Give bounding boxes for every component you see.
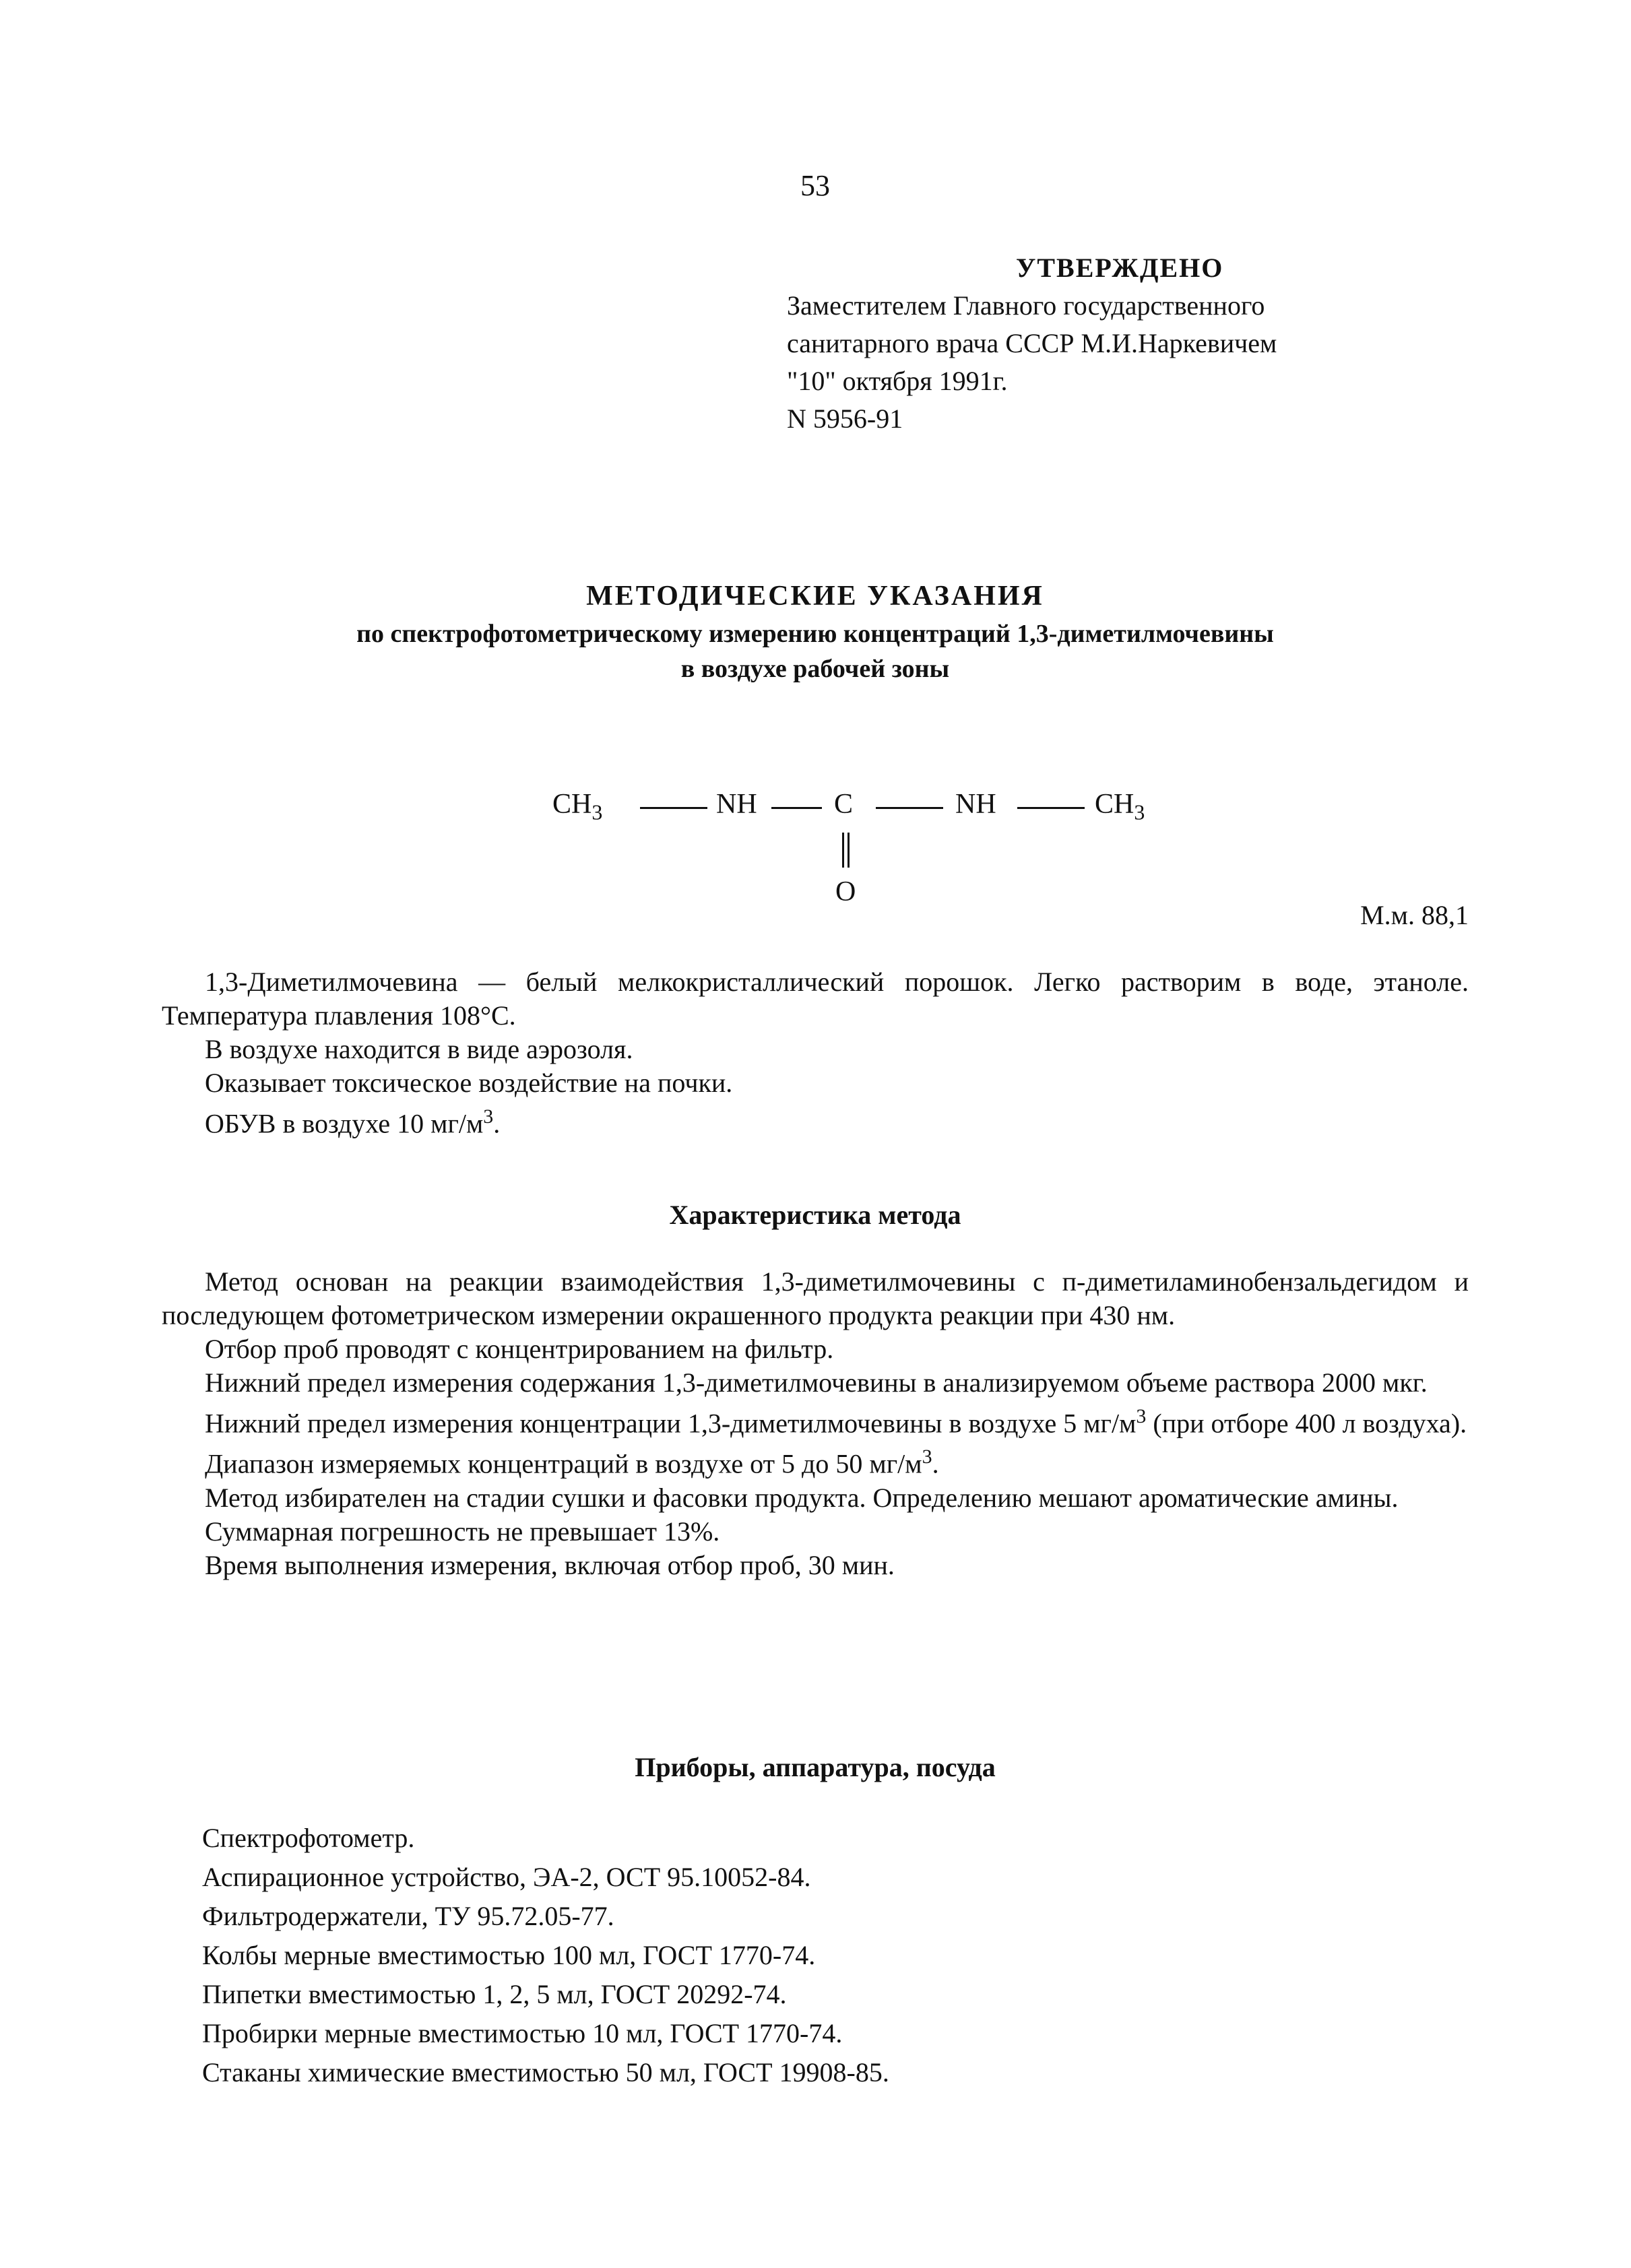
paragraph: Суммарная погрешность не превышает 13%.	[205, 1516, 720, 1547]
list-item: Колбы мерные вместимостью 100 мл, ГОСТ 1770-74.	[202, 1940, 816, 1970]
list-item: Пробирки мерные вместимостью 10 мл, ГОСТ 1770-74.	[202, 2018, 843, 2048]
approval-heading: УТВЕРЖДЕНО	[1016, 253, 1224, 283]
paragraph: Метод основан на реакции взаимодействия 1,3-диметилмочевины с п-диметиламинобензальдегидом и последующем фотометрическом измерении окрашенного продукта реакции при 430 нм.	[162, 1266, 1469, 1330]
method-description	[162, 1265, 1469, 1582]
formula-methyl-right: $CH_3$	[1095, 789, 1145, 824]
paragraph: Диапазон измеряемых концентраций в воздухе от 5 до 50 $мг/м^3$.	[205, 1446, 939, 1479]
list-item: Фильтродержатели, ТУ 95.72.05-77.	[202, 1901, 614, 1931]
paragraph: Нижний предел измерения содержания 1,3-диметилмочевины в анализируемом объеме раствора 2000 мкг.	[205, 1367, 1428, 1398]
paragraph: Нижний предел измерения концентрации 1,3-диметилмочевины в воздухе 5 $мг/м^3$ (при отборе 400 л воздуха).	[205, 1405, 1467, 1439]
title-main: МЕТОДИЧЕСКИЕ УКАЗАНИЯ	[586, 581, 1044, 612]
formula-oxygen: O	[835, 876, 856, 907]
approval-stamp	[787, 249, 1461, 438]
paragraph: Отбор проб проводят с концентрированием на фильтр.	[205, 1334, 834, 1364]
paragraph: Метод избирателен на стадии сушки и фасовки продукта. Определению мешают ароматические амины.	[205, 1482, 1399, 1513]
formula-double-bond	[848, 833, 850, 868]
formula-carbon: C	[834, 789, 854, 820]
paragraph: В воздухе находится в виде аэрозоля.	[205, 1034, 633, 1064]
approval-line: "10" октября 1991г.	[787, 366, 1008, 396]
formula-methyl-left: $CH_3$	[552, 789, 603, 824]
formula-bond	[876, 807, 943, 809]
formula-double-bond	[842, 833, 844, 868]
document-title	[135, 576, 1496, 686]
formula-bond	[1017, 807, 1085, 809]
paragraph: 1,3-Диметилмочевина — белый мелкокристаллический порошок. Легко растворим в воде, этаноле. Температура плавления 108°С.	[162, 967, 1469, 1031]
list-item: Спектрофотометр.	[202, 1823, 415, 1853]
paragraph: ОБУВ в воздухе 10 $мг/м^3$.	[205, 1105, 501, 1139]
list-item: Аспирационное устройство, ЭА-2, ОСТ 95.10052-84.	[202, 1862, 811, 1892]
formula-nh-left: NH	[716, 789, 757, 820]
page-number: 53	[800, 169, 830, 202]
approval-line: Заместителем Главного государственного	[787, 290, 1265, 321]
substance-description	[162, 965, 1469, 1140]
paragraph: Время выполнения измерения, включая отбор проб, 30 мин.	[205, 1549, 895, 1580]
paragraph: Оказывает токсическое воздействие на почки.	[205, 1068, 733, 1098]
list-item: Стаканы химические вместимостью 50 мл, ГОСТ 19908-85.	[202, 2057, 889, 2087]
equipment-list	[202, 1819, 1469, 2092]
molar-mass: М.м. 88,1	[1360, 900, 1469, 930]
approval-line: санитарного врача СССР М.И.Наркевичем	[787, 328, 1277, 358]
approval-line: N 5956-91	[787, 403, 903, 434]
section-heading-method: Характеристика метода	[669, 1200, 961, 1230]
formula-bond	[771, 807, 822, 809]
title-subtitle-1: по спектрофотометрическому измерению концентраций 1,3-диметилмочевины	[356, 620, 1274, 648]
title-subtitle-2: в воздухе рабочей зоны	[680, 655, 950, 683]
formula-bond	[640, 807, 707, 809]
formula-nh-right: NH	[955, 789, 996, 820]
section-heading-equipment: Приборы, аппаратура, посуда	[635, 1752, 996, 1782]
list-item: Пипетки вместимостью 1, 2, 5 мл, ГОСТ 20292-74.	[202, 1979, 787, 2009]
